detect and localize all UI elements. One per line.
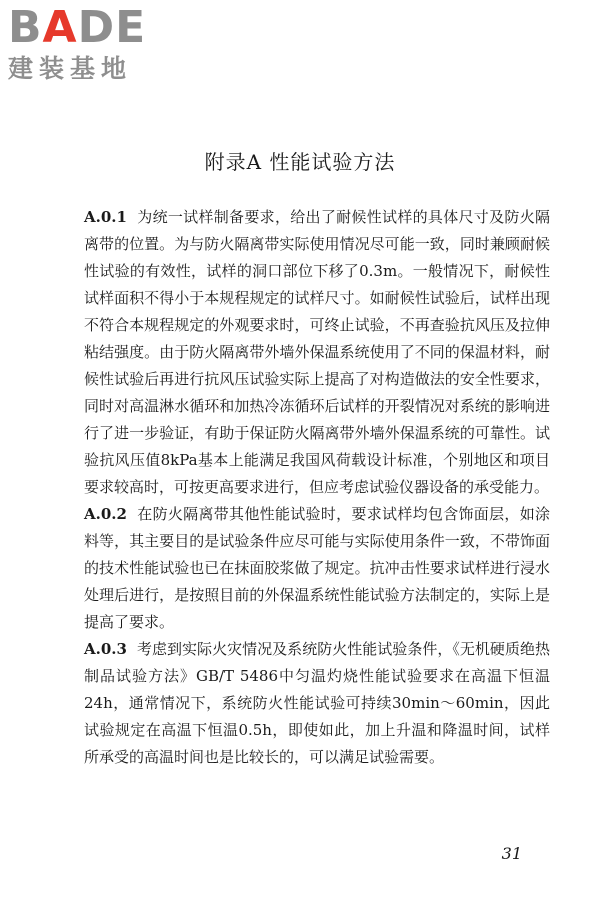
paragraph-id: A.0.1 — [84, 208, 127, 226]
page-number: 31 — [501, 844, 522, 863]
logo-wordmark — [8, 4, 146, 52]
paragraph-text: 为统一试样制备要求，给出了耐候性试样的具体尺寸及防火隔离带的位置。为与防火隔离带实际使用情况尽可能一致，同时兼顾耐候性试验的有效性，试样的洞口部位下移了0.3m。一般情况下，耐候性试样面积不得小于本规程规定的试样尺寸。如耐候性试验后，试样出现不符合本规程规定的外观要求时，可终止试验，不再查验抗风压及拉伸粘结强度。由于防火隔离带外墙外保温系统使用了不同的保温材料，耐候性试验后再进行抗风压试验实际上提高了对构造做法的安全性要求，同时对高温淋水循环和加热冷冻循环后试样的开裂情况对系统的影响进行了进一步验证，有助于保证防火隔离带外墙外保温系统的可靠性。试验抗风压值8kPa基本上能满足我国风荷载设计标准，个别地区和项目要求较高时，可按更高要求进行，但应考虑试验仪器设备的承受能力。 — [84, 208, 550, 496]
body-content — [84, 204, 550, 771]
logo-word-start: B — [8, 2, 43, 53]
paragraph-text: 考虑到实际火灾情况及系统防火性能试验条件，《无机硬质绝热制品试验方法》GB/T 5486中匀温灼烧性能试验要求在高温下恒温24h，通常情况下，系统防火性能试验可持续30min～60min，因此试验规定在高温下恒温0.5h，即使如此，加上升温和降温时间，试样所承受的高温时间也是比较长的，可以满足试验需要。 — [84, 640, 550, 766]
logo — [8, 4, 146, 84]
paragraph-a01 — [84, 204, 550, 501]
paragraph-id: A.0.3 — [84, 640, 127, 658]
paragraph-a03 — [84, 636, 550, 771]
paragraph-text: 在防火隔离带其他性能试验时，要求试样均包含饰面层，如涂料等，其主要目的是试验条件应尽可能与实际使用条件一致，不带饰面的技术性能试验也已在抹面胶浆做了规定。抗冲击性要求试样进行浸水处理后进行，是按照目前的外保温系统性能试验方法制定的，实际上是提高了要求。 — [84, 505, 550, 631]
paragraph-a02 — [84, 501, 550, 636]
logo-subtitle: 建装基地 — [8, 54, 133, 83]
paragraph-id: A.0.2 — [84, 505, 127, 523]
logo-word-accent: A — [42, 2, 78, 53]
logo-word-end: DE — [77, 2, 147, 53]
page-title: 附录A 性能试验方法 — [204, 150, 396, 174]
